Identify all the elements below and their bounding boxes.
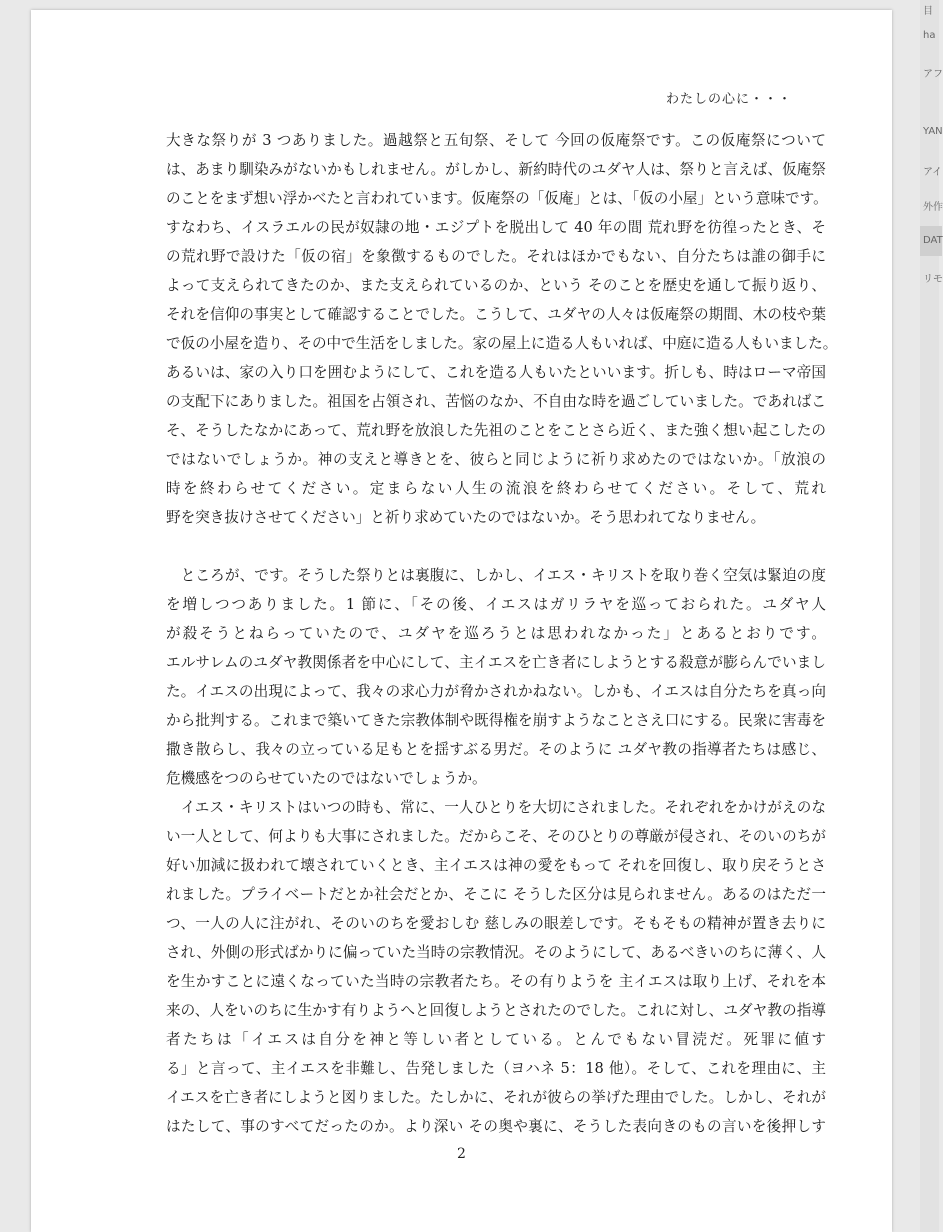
side-panel bbox=[920, 0, 943, 1232]
text-line: 来の、人をいのちに生かす有りようへと回復しようとされたのでした。これに対し、ユダヤ教の指導 bbox=[166, 1002, 826, 1019]
text-line: 大きな祭りが 3 つありました。過越祭と五旬祭、そして 今回の仮庵祭です。この仮庵祭について bbox=[166, 132, 826, 149]
text-line: すなわち、イスラエルの民が奴隷の地・エジプトを脱出して 40 年の間 荒れ野を彷徨ったとき、そ bbox=[166, 219, 826, 236]
text-line: い一人として、何よりも大事にされました。だからこそ、そのひとりの尊厳が侵され、そのいのちが bbox=[166, 828, 826, 845]
side-tab[interactable]: リモ bbox=[923, 274, 943, 285]
text-line: 撒き散らし、我々の立っている足もとを揺すぶる男だ。そのように ユダヤ教の指導者たちは感じ、 bbox=[166, 741, 826, 758]
paragraph-gap bbox=[166, 532, 826, 561]
text-line: の支配下にありました。祖国を占領され、苦悩のなか、不自由な時を過ごしていました。であればこ bbox=[166, 393, 826, 410]
side-tab[interactable]: 目 bbox=[923, 6, 933, 17]
side-tab[interactable]: 外作 bbox=[923, 202, 943, 213]
text-line: よって支えられてきたのか、また支えられているのか、という そのことを歴史を通して振り返り、 bbox=[166, 277, 826, 294]
text-line: はたして、事のすべてだったのか。より深い その奥や裏に、そうした表向きのもの言いを後押しす bbox=[166, 1118, 826, 1135]
text-line: それを信仰の事実として確認することでした。こうして、ユダヤの人々は仮庵祭の期間、木の枝や葉 bbox=[166, 306, 826, 323]
text-line: 野を突き抜けさせてください」と祈り求めていたのではないか。そう思われてなりません。 bbox=[166, 509, 766, 526]
text-line: を生かすことに遠くなっていた当時の宗教者たち。その有りようを 主イエスは取り上げ、それを本 bbox=[166, 973, 826, 990]
text-line: 危機感をつのらせていたのではないでしょうか。 bbox=[166, 770, 487, 787]
text-line: あるいは、家の入り口を囲むようにして、これを造る人もいたといいます。折しも、時はローマ帝国 bbox=[166, 364, 826, 381]
text-line: 時を終わらせてください。定まらない人生の流浪を終わらせてください。そして、荒れ bbox=[166, 480, 826, 497]
body-text bbox=[166, 126, 838, 1141]
text-line: され、外側の形式ばかりに偏っていた当時の宗教情況。そのようにして、あるべきいのちに薄く、人 bbox=[166, 944, 826, 961]
text-line: ではないでしょうか。神の支えと導きとを、彼らと同じように祈り求めたのではないか。「放浪の bbox=[166, 451, 826, 468]
page-number: 2 bbox=[457, 1146, 466, 1162]
text-line: れました。プライベートだとか社会だとか、そこに そうした区分は見られません。あるのはただ一 bbox=[166, 886, 826, 903]
text-line: を増しつつありました。1 節に、「その後、イエスはガリラヤを巡っておられた。ユダヤ人 bbox=[166, 596, 826, 613]
text-line: イエスを亡き者にしようと図りました。たしかに、それが彼らの挙げた理由でした。しかし、それが bbox=[166, 1089, 826, 1106]
text-line: ところが、です。そうした祭りとは裏腹に、しかし、イエス・キリストを取り巻く空気は緊迫の度 bbox=[166, 567, 826, 584]
text-line: つ、一人の人に注がれ、そのいのちを愛おしむ 慈しみの眼差しです。そもそもの精神が置き去りに bbox=[166, 915, 826, 932]
text-line: から批判する。これまで築いてきた宗教体制や既得権を崩すようなことさえ口にする。民衆に害毒を bbox=[166, 712, 826, 729]
text-line: 者たちは「イエスは自分を神と等しい者としている。とんでもない冒涜だ。死罪に値す bbox=[166, 1031, 826, 1048]
text-line: の荒れ野で設けた「仮の宿」を象徴するものでした。それはほかでもない、自分たちは誰の御手に bbox=[166, 248, 826, 265]
text-line: た。イエスの出現によって、我々の求心力が脅かされかねない。しかも、イエスは自分たちを真っ向 bbox=[166, 683, 826, 700]
side-tab[interactable]: ha bbox=[923, 30, 936, 41]
side-tab[interactable]: アイ bbox=[923, 167, 943, 178]
text-line: で仮の小屋を造り、その中で生活をしました。家の屋上に造る人もいれば、中庭に造る人もいました。 bbox=[166, 335, 838, 352]
text-line: そ、そうしたなかにあって、荒れ野を放浪した先祖のことをことさら近く、また強く想い起こしたの bbox=[166, 422, 826, 439]
side-tab-active[interactable]: DAT bbox=[920, 226, 942, 256]
side-tab[interactable]: アフ bbox=[923, 69, 943, 80]
text-line: る」と言って、主イエスを非難し、告発しました（ヨハネ 5：18 他）。そして、これを理由に、主 bbox=[166, 1060, 826, 1077]
text-line: は、あまり馴染みがないかもしれません。がしかし、新約時代のユダヤ人は、祭りと言えば、仮庵祭 bbox=[166, 161, 826, 178]
text-line: イエス・キリストはいつの時も、常に、一人ひとりを大切にされました。それぞれをかけがえのな bbox=[166, 799, 826, 816]
side-tab[interactable]: YAN bbox=[923, 126, 943, 137]
text-line: 好い加減に扱われて壊されていくとき、主イエスは神の愛をもって それを回復し、取り戻そうとさ bbox=[166, 857, 826, 874]
text-line: のことをまず想い浮かべたと言われています。仮庵祭の「仮庵」とは、「仮の小屋」という意味です。 bbox=[166, 190, 828, 207]
text-line: が殺そうとねらっていたので、ユダヤを巡ろうとは思われなかった」とあるとおりです。 bbox=[166, 625, 826, 642]
document-page bbox=[31, 10, 892, 1232]
text-line: エルサレムのユダヤ教関係者を中心にして、主イエスを亡き者にしようとする殺意が膨らんでいまし bbox=[166, 654, 826, 671]
running-header: わたしの心に・・・ bbox=[666, 92, 793, 107]
